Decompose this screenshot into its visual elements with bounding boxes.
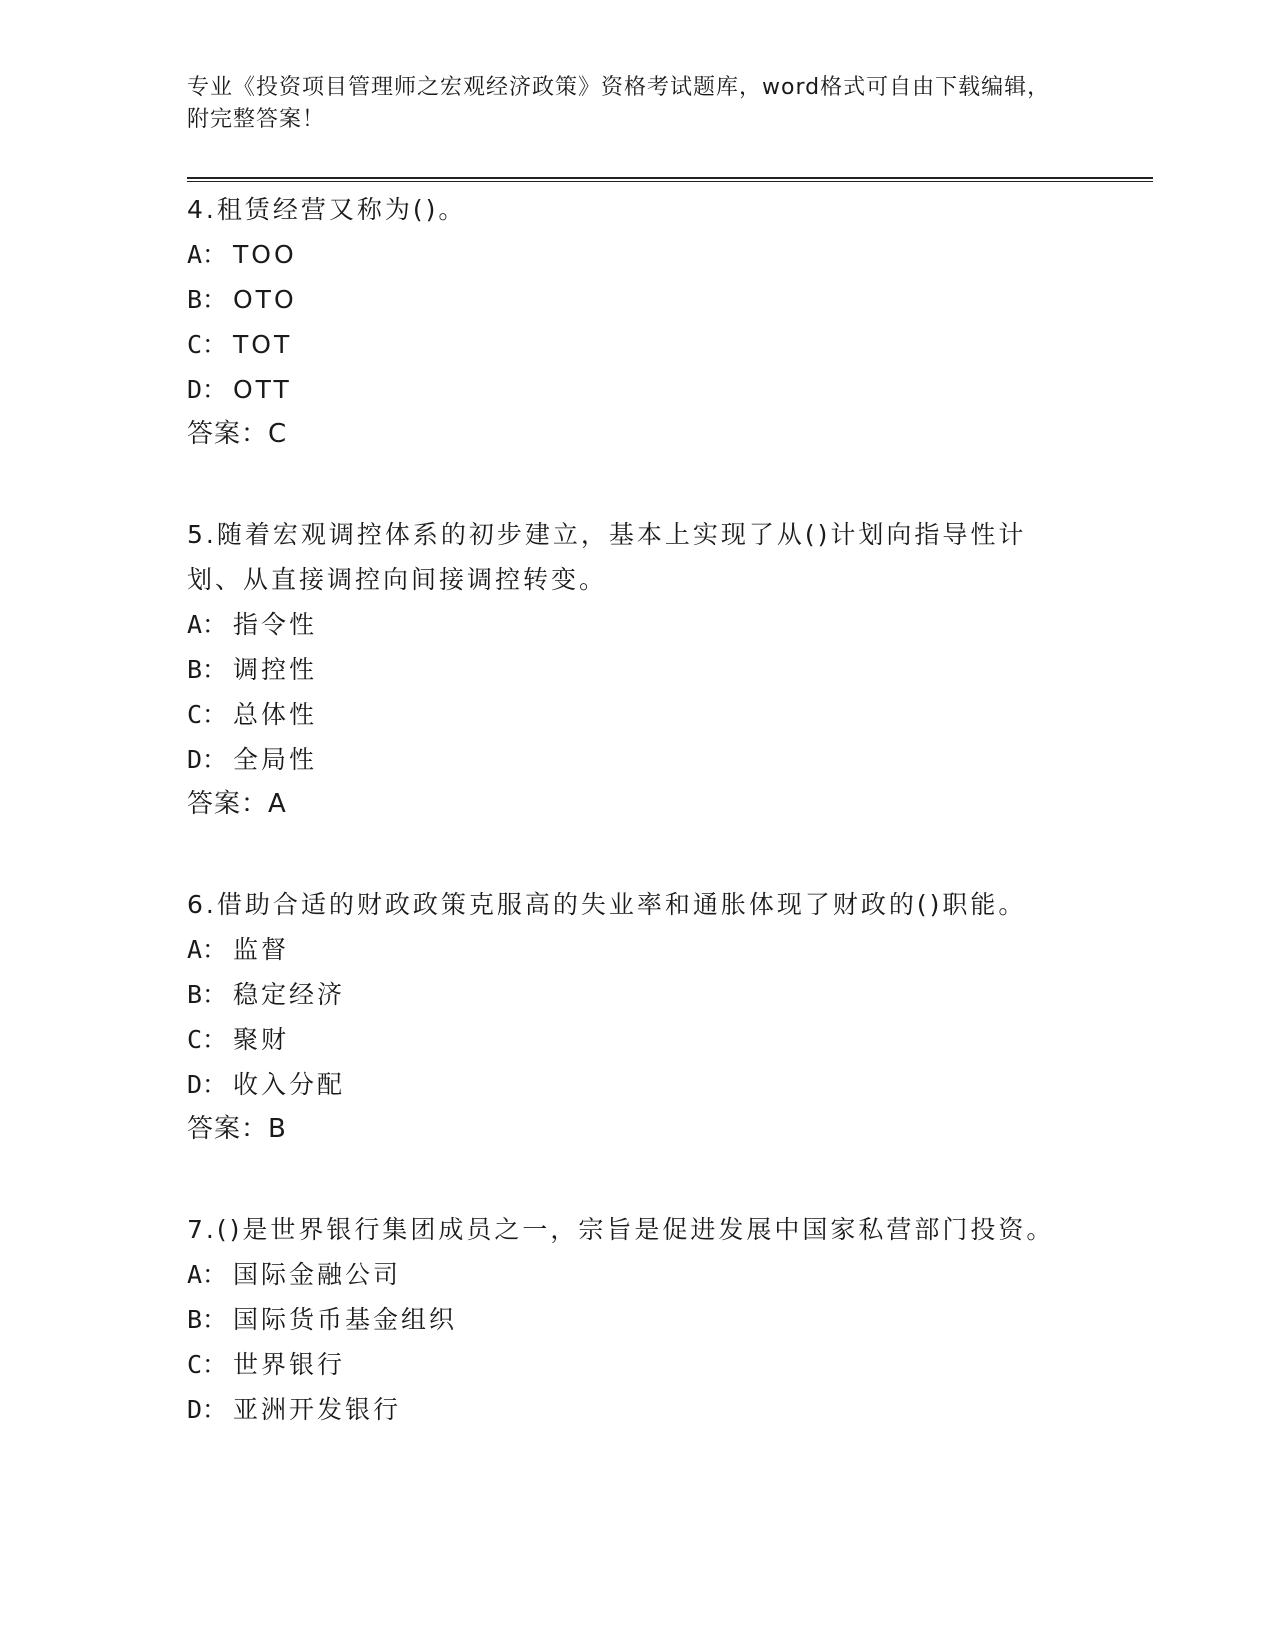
- option-letter: D：: [187, 1070, 228, 1099]
- option-letter: C：: [187, 1350, 228, 1379]
- option-text: 收入分配: [233, 1070, 346, 1099]
- question-text: 7.()是世界银行集团成员之一，宗旨是促进发展中国家私营部门投资。: [187, 1215, 1055, 1244]
- option-letter: B：: [187, 285, 228, 314]
- option-d: [187, 1062, 1067, 1107]
- question-5: [187, 512, 1067, 827]
- answer-label: 答案：: [187, 1114, 269, 1144]
- option-text: 亚洲开发银行: [233, 1395, 402, 1424]
- option-text: OTO: [233, 285, 297, 314]
- option-c: [187, 322, 1067, 367]
- answer-label: 答案：: [187, 419, 269, 449]
- option-text: TOO: [233, 240, 297, 269]
- option-text: 监督: [233, 935, 290, 964]
- option-d: [187, 737, 1067, 782]
- option-a: [187, 927, 1067, 972]
- option-text: 稳定经济: [233, 980, 346, 1009]
- option-text: 世界银行: [233, 1350, 346, 1379]
- option-letter: A：: [187, 1260, 228, 1289]
- answer-value: B: [268, 1114, 287, 1144]
- answer-line: [187, 1107, 1067, 1152]
- option-letter: A：: [187, 610, 228, 639]
- option-c: [187, 1342, 1067, 1387]
- option-text: 总体性: [233, 700, 318, 729]
- question-4: [187, 187, 1067, 457]
- option-b: [187, 277, 1067, 322]
- option-text: TOT: [233, 330, 293, 359]
- option-text: 调控性: [233, 655, 318, 684]
- option-letter: B：: [187, 980, 228, 1009]
- answer-label: 答案：: [187, 789, 269, 819]
- option-text: 聚财: [233, 1025, 290, 1054]
- answer-value: C: [268, 419, 288, 449]
- question-text: 6.借助合适的财政政策克服高的失业率和通胀体现了财政的()职能。: [187, 890, 1027, 919]
- option-letter: D：: [187, 1395, 228, 1424]
- document-header: 专业《投资项目管理师之宏观经济政策》资格考试题库，word格式可自由下载编辑，附完整答案！: [187, 75, 1051, 132]
- option-a: [187, 232, 1067, 277]
- question-text: 5.随着宏观调控体系的初步建立，基本上实现了从()计划向指导性计划、从直接调控向间接调控转变。: [187, 520, 1027, 594]
- option-text: 国际金融公司: [233, 1260, 402, 1289]
- option-letter: D：: [187, 375, 228, 404]
- answer-value: A: [268, 789, 287, 819]
- option-d: [187, 1387, 1067, 1432]
- option-c: [187, 692, 1067, 737]
- option-b: [187, 647, 1067, 692]
- option-letter: C：: [187, 330, 228, 359]
- option-letter: C：: [187, 1025, 228, 1054]
- answer-line: [187, 782, 1067, 827]
- option-b: [187, 1297, 1067, 1342]
- option-letter: A：: [187, 935, 228, 964]
- option-c: [187, 1017, 1067, 1062]
- answer-line: [187, 412, 1067, 457]
- question-text: 4.租赁经营又称为()。: [187, 195, 467, 224]
- option-a: [187, 602, 1067, 647]
- option-letter: A：: [187, 240, 228, 269]
- option-d: [187, 367, 1067, 412]
- option-letter: B：: [187, 1305, 228, 1334]
- option-b: [187, 972, 1067, 1017]
- question-6: [187, 882, 1067, 1152]
- option-text: 指令性: [233, 610, 318, 639]
- option-text: 国际货币基金组织: [233, 1305, 458, 1334]
- option-letter: B：: [187, 655, 228, 684]
- option-text: OTT: [233, 375, 292, 404]
- option-letter: D：: [187, 745, 228, 774]
- option-text: 全局性: [233, 745, 318, 774]
- header-divider: [187, 177, 1153, 182]
- option-a: [187, 1252, 1067, 1297]
- question-7: [187, 1207, 1067, 1432]
- question-list: [187, 187, 1067, 1487]
- option-letter: C：: [187, 700, 228, 729]
